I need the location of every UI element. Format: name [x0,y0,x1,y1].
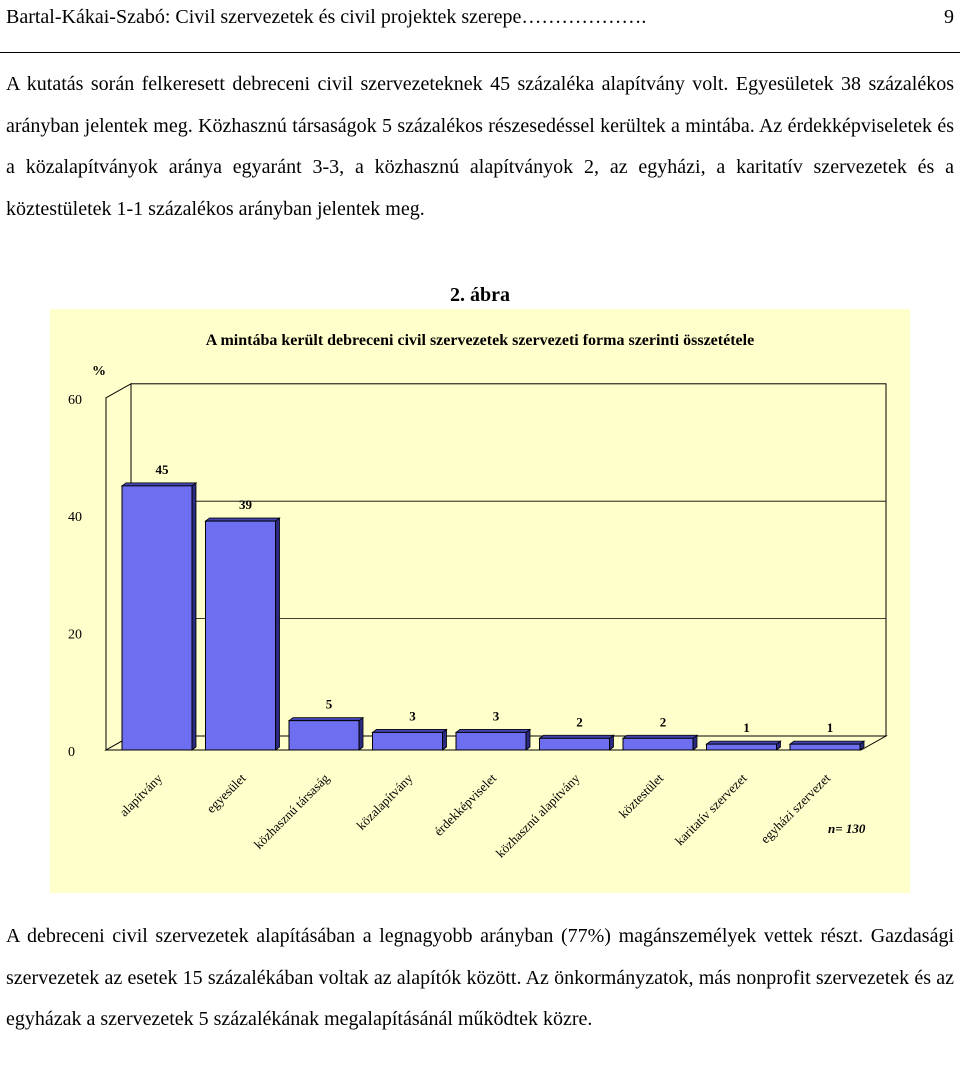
data-label: 1 [743,720,750,736]
bar-side [526,729,530,750]
x-tick-label: közhasznú alapítvány [492,770,583,861]
bar [790,744,860,750]
figure-label: 2. ábra [450,284,510,306]
data-label: 39 [239,497,252,513]
x-tick-label: köztestület [615,770,667,821]
x-tick-label: érdekképviselet [430,770,500,839]
paragraph-founders: A debreceni civil szervezetek alapításában a legnagyobb arányban (77%) magánszemélyek vettek részt. Gazdasági szervezetek az esetek 15 százalékában voltak az alapítók között. Az önkormányzatok, más nonprofit szervezetek és az egyházak a szervezetek 5 százalékának megalapításánál működtek közre. [6,925,954,1030]
data-label: 45 [155,461,169,477]
bar-chart [50,309,910,893]
y-tick-label: 0 [68,745,75,760]
y-tick-label: 40 [68,510,82,526]
y-axis-label: % [92,364,106,379]
bar [540,738,610,750]
chart-title: A mintába került debreceni civil szervezetek szervezeti forma szerinti összetétele [205,332,755,349]
bar-side [359,718,363,750]
running-title: Bartal-Kákai-Szabó: Civil szervezetek és civil projektek szerepe………………. [6,6,647,28]
bar [707,744,777,750]
x-tick-label: karitatív szervezet [671,770,750,849]
sample-size-note: n= 130 [828,821,866,836]
bar [122,486,192,750]
data-label: 2 [659,714,667,730]
bar-side [443,729,447,750]
paragraph-intro: A kutatás során felkeresett debreceni civil szervezeteknek 45 százaléka alapítvány volt. Egyesületek 38 százalékos arányban jelentek meg. Közhasznú társaságok 5 százalékos részesedéssel kerültek a mintába. Az érdekképviseletek és a közalapítványok aránya egyaránt 3-3, a közhasznú alapítványok 2, az egyházi, a karitatív szervezetek és a köztestületek 1-1 százalékos arányban jelentek meg. [6,73,954,220]
data-label: 1 [826,720,834,736]
y-tick-label: 60 [68,392,82,408]
bar [373,732,443,750]
data-label: 3 [409,708,416,724]
bar [456,732,526,750]
data-label: 2 [576,714,583,730]
page-header [0,0,960,42]
x-tick-label: közhasznú társaság [250,770,333,852]
bar [623,738,693,750]
x-tick-label: közalapítvány [353,770,416,833]
bar [206,521,276,750]
data-label: 5 [325,696,333,712]
data-label: 3 [492,708,500,724]
bar-side [192,483,196,750]
x-tick-label: alapítvány [116,770,166,820]
header-rule [0,52,960,53]
y-tick-label: 20 [68,627,82,643]
x-tick-label: egyesület [203,770,249,816]
chart-area [50,309,910,893]
page-number: 9 [944,6,954,28]
bar-side [276,518,280,750]
x-tick-label: egyházi szervezet [757,770,834,847]
bar [289,721,359,750]
